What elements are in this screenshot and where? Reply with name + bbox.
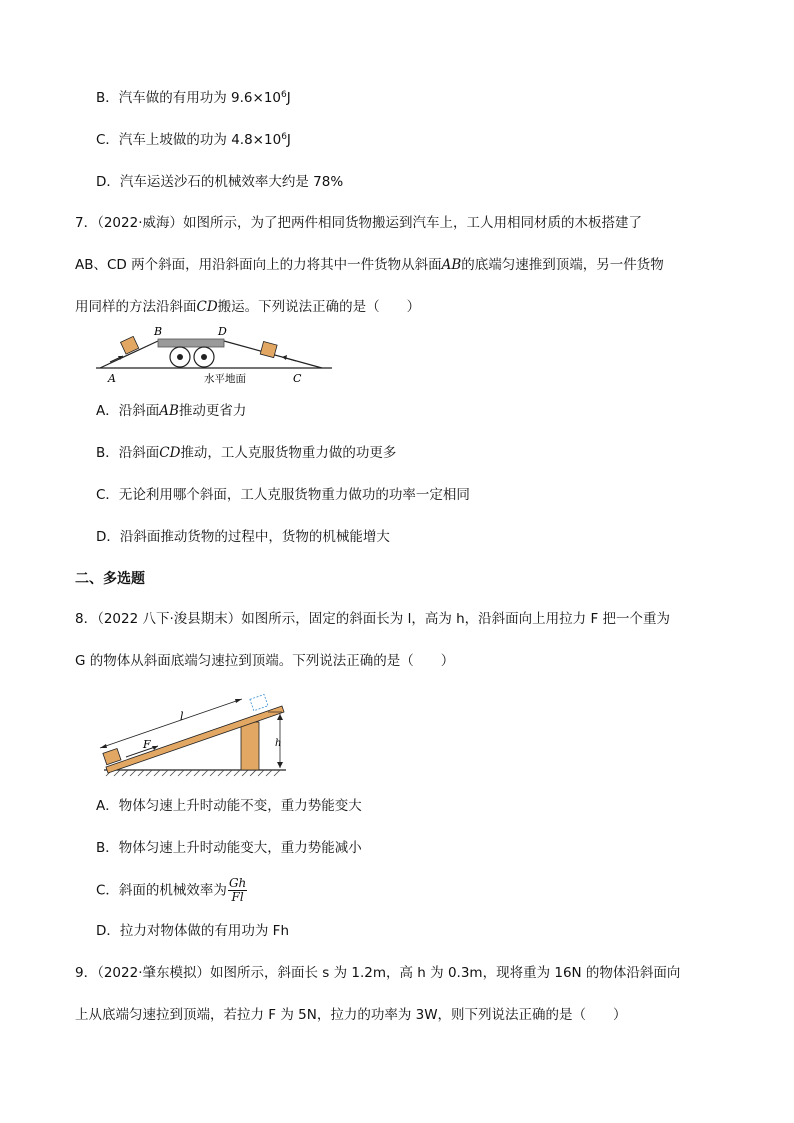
q6-option-c: C．汽车上坡做的功为 $4.8\times 10^6J$ <box>96 132 291 148</box>
q8-stem-line1: 8．（2022 八下·浚县期末）如图所示，固定的斜面长为 l，高为 h，沿斜面向上用拉力 F 把一个重为 <box>75 611 671 627</box>
q8-stem-line2: G 的物体从斜面底端匀速拉到顶端。下列说法正确的是（ ） <box>75 653 455 669</box>
q7-option-d: D．沿斜面推动货物的过程中，货物的机械能增大 <box>96 529 390 545</box>
q8-option-c: C．斜面的机械效率为 $\frac{Gh}{Fl}$ <box>96 876 247 904</box>
q7-label-b: B <box>154 325 163 338</box>
q7-stem-line3: 用同样的方法沿斜面CD搬运。下列说法正确的是（ ） <box>75 299 421 315</box>
q7-label-c: C <box>293 372 302 385</box>
q8-label-f: F <box>143 738 151 751</box>
q7-stem-line1: 7．（2022·威海）如图所示，为了把两件相同货物搬运到汽车上，工人用相同材质的木板搭建了 <box>75 215 642 231</box>
q7-label-a: A <box>108 372 116 385</box>
q7-stem-line2: AB、CD 两个斜面，用沿斜面向上的力将其中一件货物从斜面AB的底端匀速推到顶端，另一件货物 <box>75 257 664 273</box>
q6-option-b: B．汽车做的有用功为 $9.6\times 10^6J$ <box>96 90 291 106</box>
q7-option-c: C．无论利用哪个斜面，工人克服货物重力做功的功率一定相同 <box>96 487 470 503</box>
section-heading-multiple-choice: 二、多选题 <box>75 571 145 587</box>
q8-label-h: h <box>275 738 282 749</box>
q8-option-d: D．拉力对物体做的有用功为 Fh <box>96 923 290 939</box>
q8-incline-figure <box>96 688 296 780</box>
q8-label-l: l <box>180 710 184 723</box>
q7-label-d: D <box>218 325 227 338</box>
efficiency-fraction: $\frac{Gh}{Fl}$ <box>228 876 247 904</box>
q7-ramps-figure <box>96 324 336 386</box>
q7-option-a: A．沿斜面AB推动更省力 <box>96 403 247 419</box>
q9-stem-line2: 上从底端匀速拉到顶端，若拉力 F 为 5N，拉力的功率为 3W，则下列说法正确的是（ ） <box>75 1007 627 1023</box>
q7-ground-label: 水平地面 <box>204 373 246 385</box>
q9-stem-line1: 9．（2022·肇东模拟）如图所示，斜面长 s 为 1.2m，高 h 为 0.3m，现将重为 16N 的物体沿斜面向 <box>75 965 681 981</box>
q8-option-a: A．物体匀速上升时动能不变，重力势能变大 <box>96 798 362 814</box>
q7-option-b: B．沿斜面CD推动，工人克服货物重力做的功更多 <box>96 445 397 461</box>
q6-option-d: D．汽车运送沙石的机械效率大约是 78% <box>96 174 344 190</box>
q8-option-b: B．物体匀速上升时动能变大，重力势能减小 <box>96 840 362 856</box>
